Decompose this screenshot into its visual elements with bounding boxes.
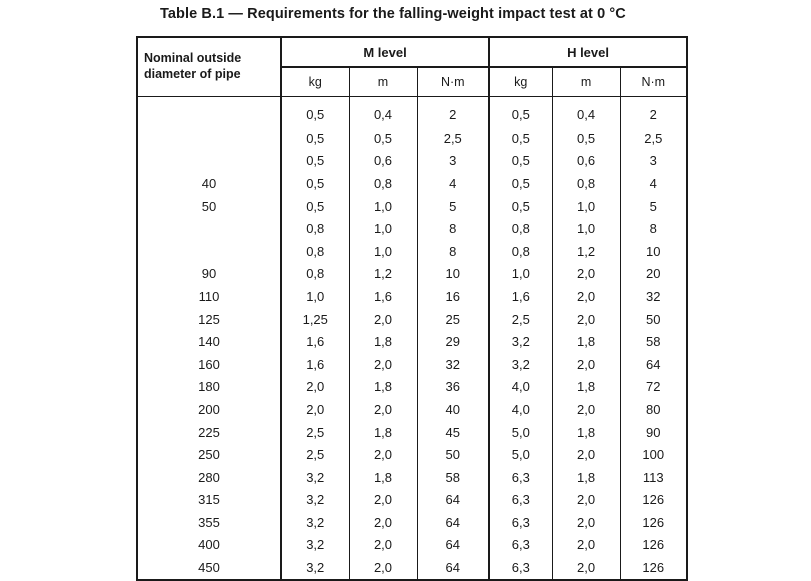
table-body	[137, 97, 687, 580]
table-row	[137, 421, 687, 444]
cell-h-m: 1,2	[552, 240, 620, 263]
cell-m-m: 0,5	[349, 127, 417, 150]
cell-m-kg: 2,0	[281, 398, 349, 421]
table-row	[137, 330, 687, 353]
cell-h-nm: 90	[620, 421, 687, 444]
cell-m-nm: 64	[417, 511, 489, 534]
cell-h-kg: 0,8	[489, 240, 552, 263]
cell-h-nm: 126	[620, 511, 687, 534]
cell-m-nm: 25	[417, 308, 489, 331]
cell-h-nm: 64	[620, 353, 687, 376]
cell-h-kg: 2,5	[489, 308, 552, 331]
cell-h-m: 2,0	[552, 556, 620, 580]
cell-m-m: 1,0	[349, 240, 417, 263]
cell-h-nm: 32	[620, 285, 687, 308]
table-row	[137, 353, 687, 376]
cell-m-kg: 0,8	[281, 240, 349, 263]
cell-m-nm: 10	[417, 263, 489, 286]
cell-h-nm: 4	[620, 172, 687, 195]
cell-diameter: 180	[137, 376, 281, 399]
diameter-header	[137, 37, 281, 97]
table-row	[137, 195, 687, 218]
cell-h-m: 2,0	[552, 353, 620, 376]
cell-m-m: 0,6	[349, 150, 417, 173]
cell-m-m: 2,0	[349, 308, 417, 331]
cell-m-kg: 0,5	[281, 97, 349, 128]
cell-h-nm: 10	[620, 240, 687, 263]
cell-diameter: 225	[137, 421, 281, 444]
cell-h-kg: 3,2	[489, 330, 552, 353]
table-row	[137, 376, 687, 399]
cell-h-m: 2,0	[552, 443, 620, 466]
cell-m-m: 2,0	[349, 556, 417, 580]
cell-h-kg: 6,3	[489, 511, 552, 534]
table-row	[137, 263, 687, 286]
cell-m-nm: 36	[417, 376, 489, 399]
cell-h-m: 2,0	[552, 534, 620, 557]
cell-h-nm: 80	[620, 398, 687, 421]
cell-h-m: 2,0	[552, 398, 620, 421]
cell-m-nm: 2,5	[417, 127, 489, 150]
cell-h-kg: 4,0	[489, 398, 552, 421]
table-row	[137, 511, 687, 534]
cell-m-kg: 2,5	[281, 443, 349, 466]
cell-h-m: 1,8	[552, 421, 620, 444]
cell-h-kg: 0,5	[489, 172, 552, 195]
cell-h-kg: 0,5	[489, 127, 552, 150]
cell-h-m: 1,8	[552, 376, 620, 399]
cell-m-m: 1,8	[349, 376, 417, 399]
cell-m-nm: 16	[417, 285, 489, 308]
cell-h-kg: 6,3	[489, 466, 552, 489]
cell-m-m: 1,8	[349, 421, 417, 444]
cell-h-nm: 2,5	[620, 127, 687, 150]
diameter-header-line1: Nominal outside	[144, 51, 242, 65]
cell-h-nm: 126	[620, 534, 687, 557]
cell-h-kg: 0,8	[489, 217, 552, 240]
cell-h-m: 2,0	[552, 308, 620, 331]
cell-m-nm: 45	[417, 421, 489, 444]
cell-m-m: 2,0	[349, 511, 417, 534]
table-row	[137, 308, 687, 331]
cell-diameter: 280	[137, 466, 281, 489]
cell-diameter: 450	[137, 556, 281, 580]
cell-m-m: 2,0	[349, 353, 417, 376]
cell-h-nm: 2	[620, 97, 687, 128]
cell-diameter: 50	[137, 195, 281, 218]
cell-h-kg: 0,5	[489, 195, 552, 218]
cell-m-m: 2,0	[349, 443, 417, 466]
cell-h-nm: 5	[620, 195, 687, 218]
cell-h-nm: 72	[620, 376, 687, 399]
cell-m-kg: 0,5	[281, 172, 349, 195]
cell-h-nm: 113	[620, 466, 687, 489]
cell-h-m: 0,4	[552, 97, 620, 128]
cell-h-nm: 8	[620, 217, 687, 240]
cell-h-kg: 6,3	[489, 489, 552, 512]
cell-m-m: 1,8	[349, 466, 417, 489]
cell-h-nm: 20	[620, 263, 687, 286]
cell-m-nm: 64	[417, 556, 489, 580]
cell-m-kg: 3,2	[281, 489, 349, 512]
cell-h-kg: 1,0	[489, 263, 552, 286]
cell-diameter: 200	[137, 398, 281, 421]
cell-h-kg: 5,0	[489, 421, 552, 444]
table-row	[137, 172, 687, 195]
cell-m-m: 2,0	[349, 398, 417, 421]
cell-diameter: 250	[137, 443, 281, 466]
cell-diameter: 160	[137, 353, 281, 376]
cell-m-nm: 40	[417, 398, 489, 421]
cell-m-m: 1,0	[349, 217, 417, 240]
cell-diameter: 40	[137, 172, 281, 195]
cell-diameter: 355	[137, 511, 281, 534]
impact-test-table	[136, 36, 688, 581]
table-row	[137, 240, 687, 263]
m-level-header: M level	[281, 37, 489, 67]
table-row	[137, 127, 687, 150]
cell-h-m: 0,8	[552, 172, 620, 195]
cell-diameter	[137, 97, 281, 128]
cell-h-m: 1,0	[552, 217, 620, 240]
cell-m-m: 2,0	[349, 534, 417, 557]
cell-h-kg: 1,6	[489, 285, 552, 308]
cell-m-nm: 50	[417, 443, 489, 466]
cell-h-kg: 0,5	[489, 150, 552, 173]
cell-m-kg: 1,6	[281, 330, 349, 353]
unit-header-h-kg: kg	[489, 67, 552, 97]
cell-h-kg: 0,5	[489, 97, 552, 128]
cell-diameter: 125	[137, 308, 281, 331]
table-row	[137, 534, 687, 557]
cell-m-kg: 3,2	[281, 466, 349, 489]
cell-h-m: 1,0	[552, 195, 620, 218]
cell-m-kg: 3,2	[281, 511, 349, 534]
cell-m-nm: 58	[417, 466, 489, 489]
cell-h-kg: 3,2	[489, 353, 552, 376]
cell-m-kg: 2,0	[281, 376, 349, 399]
cell-m-kg: 1,0	[281, 285, 349, 308]
cell-m-nm: 64	[417, 489, 489, 512]
cell-h-nm: 50	[620, 308, 687, 331]
cell-diameter	[137, 150, 281, 173]
table-row	[137, 443, 687, 466]
cell-h-m: 0,6	[552, 150, 620, 173]
cell-m-m: 1,8	[349, 330, 417, 353]
cell-m-nm: 64	[417, 534, 489, 557]
cell-m-kg: 3,2	[281, 534, 349, 557]
diameter-header-line2: diameter of pipe	[144, 67, 241, 81]
cell-m-kg: 1,6	[281, 353, 349, 376]
table-row	[137, 217, 687, 240]
cell-m-m: 1,6	[349, 285, 417, 308]
cell-h-kg: 4,0	[489, 376, 552, 399]
cell-diameter	[137, 240, 281, 263]
cell-h-m: 1,8	[552, 466, 620, 489]
unit-header-m-m: m	[349, 67, 417, 97]
cell-m-m: 0,8	[349, 172, 417, 195]
cell-m-kg: 0,8	[281, 263, 349, 286]
cell-m-m: 0,4	[349, 97, 417, 128]
cell-h-m: 1,8	[552, 330, 620, 353]
cell-h-nm: 3	[620, 150, 687, 173]
cell-m-kg: 1,25	[281, 308, 349, 331]
cell-h-kg: 6,3	[489, 534, 552, 557]
cell-m-nm: 5	[417, 195, 489, 218]
cell-diameter: 110	[137, 285, 281, 308]
table-row	[137, 398, 687, 421]
cell-diameter: 315	[137, 489, 281, 512]
cell-m-kg: 0,8	[281, 217, 349, 240]
cell-m-nm: 29	[417, 330, 489, 353]
cell-h-m: 2,0	[552, 489, 620, 512]
unit-header-h-nm: N·m	[620, 67, 687, 97]
cell-h-nm: 100	[620, 443, 687, 466]
table-title: Table B.1 — Requirements for the falling-weight impact test at 0 °C	[160, 6, 626, 22]
cell-h-nm: 58	[620, 330, 687, 353]
cell-m-kg: 3,2	[281, 556, 349, 580]
h-level-header: H level	[489, 37, 687, 67]
cell-m-nm: 2	[417, 97, 489, 128]
cell-m-m: 2,0	[349, 489, 417, 512]
cell-h-kg: 6,3	[489, 556, 552, 580]
cell-m-nm: 32	[417, 353, 489, 376]
table-row	[137, 97, 687, 128]
cell-m-nm: 4	[417, 172, 489, 195]
cell-m-kg: 0,5	[281, 195, 349, 218]
cell-m-nm: 3	[417, 150, 489, 173]
cell-diameter: 140	[137, 330, 281, 353]
cell-diameter	[137, 127, 281, 150]
cell-m-kg: 0,5	[281, 150, 349, 173]
cell-h-kg: 5,0	[489, 443, 552, 466]
table-row	[137, 489, 687, 512]
cell-m-kg: 0,5	[281, 127, 349, 150]
cell-diameter	[137, 217, 281, 240]
cell-m-nm: 8	[417, 217, 489, 240]
cell-h-nm: 126	[620, 556, 687, 580]
cell-h-m: 0,5	[552, 127, 620, 150]
cell-m-m: 1,2	[349, 263, 417, 286]
cell-m-kg: 2,5	[281, 421, 349, 444]
table-row	[137, 556, 687, 580]
unit-header-m-kg: kg	[281, 67, 349, 97]
table-row	[137, 466, 687, 489]
cell-h-m: 2,0	[552, 511, 620, 534]
cell-diameter: 400	[137, 534, 281, 557]
cell-h-m: 2,0	[552, 263, 620, 286]
cell-m-m: 1,0	[349, 195, 417, 218]
unit-header-m-nm: N·m	[417, 67, 489, 97]
cell-h-m: 2,0	[552, 285, 620, 308]
cell-h-nm: 126	[620, 489, 687, 512]
table-row	[137, 150, 687, 173]
cell-m-nm: 8	[417, 240, 489, 263]
table-row	[137, 285, 687, 308]
unit-header-h-m: m	[552, 67, 620, 97]
cell-diameter: 90	[137, 263, 281, 286]
